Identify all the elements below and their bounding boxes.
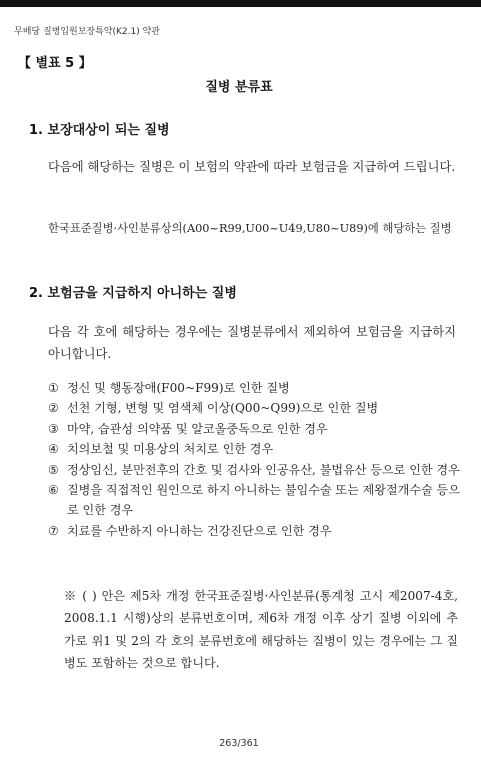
item-number: ③: [48, 421, 59, 436]
item-text: 치료를 수반하지 아니하는 건강진단으로 인한 경우: [67, 523, 332, 538]
item-text: 정신 및 행동장애(F00~F99)로 인한 질병: [67, 381, 290, 395]
list-item: [48, 439, 463, 459]
exclusion-list: [48, 378, 463, 541]
covered-paragraph: 다음에 해당하는 질병은 이 보험의 약관에 따라 보험금을 지급하여 드립니다.: [48, 160, 456, 174]
item-text: 선천 기형, 변형 및 염색체 이상(Q00~Q99)으로 인한 질병: [67, 401, 379, 416]
document-title: 질병 분류표: [205, 80, 273, 95]
excluded-paragraph: 다음 각 호에 해당하는 경우에는 질병분류에서 제외하여 보험금을 지급하지 아니합니다.: [48, 325, 456, 361]
list-item: [48, 521, 463, 541]
item-number: ⑥: [48, 483, 59, 498]
list-item: [48, 398, 463, 418]
annex-label: 【 별표 5 】: [18, 56, 92, 71]
section-heading-covered: 1. 보장대상이 되는 질병: [29, 123, 170, 138]
list-item: [48, 460, 463, 480]
covered-code-range: 한국표준질병·사인분류상의(A00~R99,U00~U49,U80~U89)에 해당하는 질병: [48, 222, 452, 235]
list-item: [48, 480, 463, 521]
item-text: 마약, 습관성 의약품 및 알코올중독으로 인한 경우: [67, 421, 328, 436]
item-number: ②: [48, 401, 59, 416]
item-text: 정상임신, 분만전후의 간호 및 검사와 인공유산, 불법유산 등으로 인한 경우: [67, 462, 460, 477]
item-number: ⑤: [48, 462, 59, 477]
page-number: 263/361: [219, 738, 259, 749]
item-text: 질병을 직접적인 원인으로 하지 아니하는 불임수술 또는 제왕절개수술 등으로 인한 경우: [67, 483, 460, 518]
running-header: 무배당 질병입원보장특약(K2.1) 약관: [14, 27, 160, 37]
section-heading-excluded: 2. 보험금을 지급하지 아니하는 질병: [29, 286, 237, 301]
item-number: ④: [48, 442, 59, 457]
footnote: ※ ( ) 안은 제5차 개정 한국표준질병·사인분류(통계청 고시 제2007-4호, 2008.1.1 시행)상의 분류번호이며, 제6차 개정 이후 상기 질병 이외에 추가로 위1 및 2의 각 호의 분류번호에 해당하는 질병이 있는 경우에는 그 질병도 포함하는 것으로 합니다.: [64, 589, 458, 671]
top-bar: [0, 0, 481, 7]
list-item: [48, 419, 463, 439]
item-number: ⑦: [48, 523, 59, 538]
list-item: [48, 378, 463, 398]
item-number: ①: [48, 381, 59, 395]
item-text: 치의보철 및 미용상의 처치로 인한 경우: [67, 442, 274, 457]
